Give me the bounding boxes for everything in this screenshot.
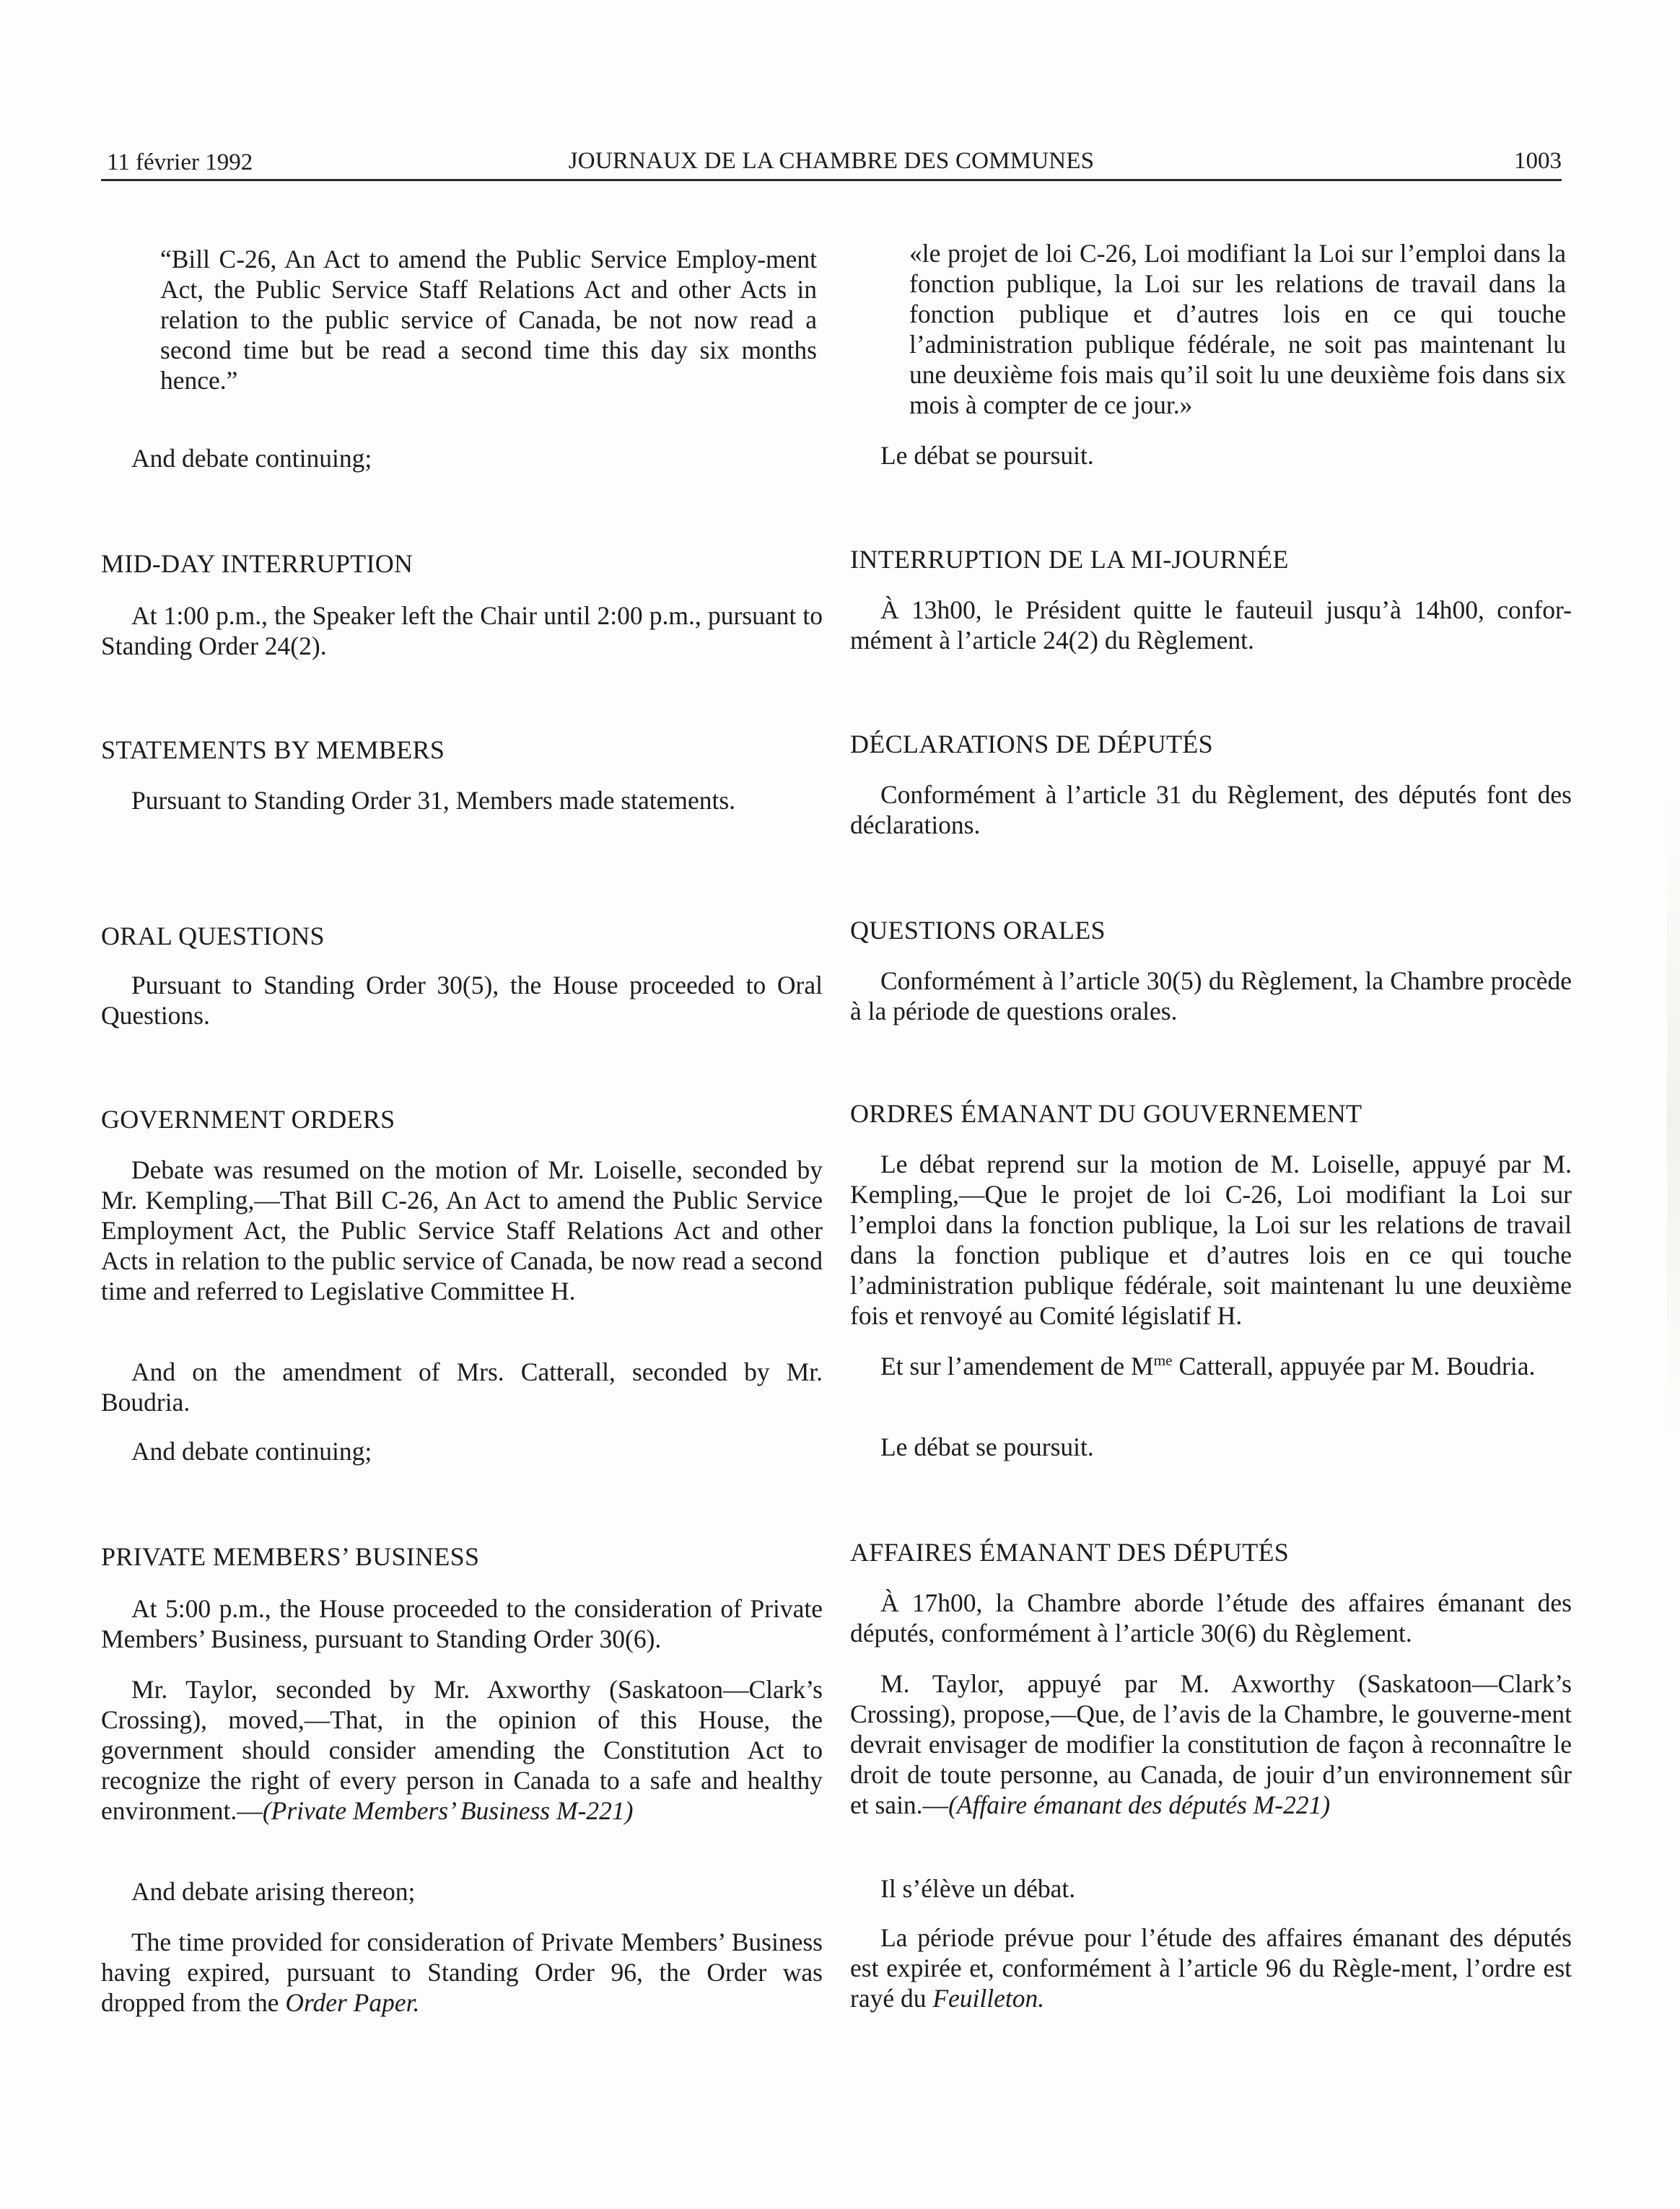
midday-text-fr: À 13h00, le Président quitte le fauteuil jusqu’à 14h00, confor-mément à l’article 24(2) du Règlement. (850, 595, 1572, 655)
time-expired-en (101, 1927, 823, 2018)
private-members-heading-fr: AFFAIRES ÉMANANT DES DÉPUTÉS (850, 1538, 1290, 1567)
debate-continuing-2-fr: Le débat se poursuit. (880, 1432, 1094, 1461)
time-expired-text-en: The time provided for consideration of Private Members’ Business having expired, pursuant to Standing Order 96, the Order was dropped from the (101, 1928, 823, 2017)
taylor-motion-ref-en: (Private Members’ Business M-221) (262, 1796, 634, 1825)
midday-heading-en: MID-DAY INTERRUPTION (101, 549, 414, 578)
debate-continuing-en: And debate continuing; (131, 444, 372, 473)
oral-questions-text-fr: Conformément à l’article 30(5) du Règlement, la Chambre procède à la période de questions orales. (850, 966, 1572, 1025)
amendment-text-fr (850, 1351, 1572, 1381)
oral-questions-text-en: Pursuant to Standing Order 30(5), the House proceeded to Oral Questions. (101, 971, 823, 1030)
government-orders-text-fr: Le débat reprend sur la motion de M. Loiselle, appuyé par M. Kempling,—Que le projet de loi C-26, Loi modifiant la Loi sur l’emploi dans la fonction publique, la Loi sur les relations de travail dans la fonction publique et d’autres lois en ce qui touche l’administration publique fédérale, soit maintenant lu une deuxième fois et renvoyé au Comité législatif H. (850, 1150, 1572, 1330)
midday-text-en: At 1:00 p.m., the Speaker left the Chair until 2:00 p.m., pursuant to Standing Order 24(2). (101, 601, 823, 660)
quoted-amendment-fr: «le projet de loi C-26, Loi modifiant la Loi sur l’emploi dans la fonction publique, la Loi sur les relations de travail dans la fonction publique et d’autres lois en ce qui touche l’administration publique fédérale, ne soit pas maintenant lu une deuxième fois mais qu’il soit lu une deuxième fois dans six mois à compter de ce jour.» (909, 239, 1566, 419)
government-orders-heading-fr: ORDRES ÉMANANT DU GOUVERNEMENT (850, 1099, 1362, 1128)
private-members-text-fr: À 17h00, la Chambre aborde l’étude des affaires émanant des députés, conformément à l’article 30(6) du Règlement. (850, 1588, 1572, 1648)
amendment-post-fr: Catterall, appuyée par M. Boudria. (1172, 1352, 1536, 1381)
running-header (101, 141, 1562, 181)
time-expired-fr (850, 1923, 1572, 2013)
taylor-motion-ref-fr: (Affaire émanant des députés M-221) (948, 1790, 1331, 1819)
statements-heading-fr: DÉCLARATIONS DE DÉPUTÉS (850, 730, 1213, 758)
journal-title: JOURNAUX DE LA CHAMBRE DES COMMUNES (568, 148, 1095, 174)
statements-heading-en: STATEMENTS BY MEMBERS (101, 735, 445, 764)
taylor-motion-fr (850, 1668, 1572, 1820)
taylor-motion-text-en: Mr. Taylor, seconded by Mr. Axworthy (Saskatoon—Clark’s Crossing), moved,—That, in the opinion of this House, the government should consider amending the Constitution Act to recognize the right of every person in Canada to a safe and healthy environment.— (101, 1675, 823, 1825)
debate-continuing-fr: Le débat se poursuit. (880, 441, 1094, 470)
debate-arising-en: And debate arising thereon; (131, 1877, 416, 1906)
government-orders-heading-en: GOVERNMENT ORDERS (101, 1105, 395, 1134)
oral-questions-heading-en: ORAL QUESTIONS (101, 922, 325, 950)
page-number: 1003 (1514, 148, 1562, 174)
statements-text-en: Pursuant to Standing Order 31, Members made statements. (131, 786, 736, 815)
private-members-text-en: At 5:00 p.m., the House proceeded to the consideration of Private Members’ Business, pursuant to Standing Order 30(6). (101, 1594, 823, 1653)
amendment-sup-fr: me (1153, 1352, 1173, 1370)
debate-arising-fr: Il s’élève un débat. (880, 1874, 1076, 1903)
header-date: 11 février 1992 (107, 149, 253, 175)
order-paper-en: Order Paper. (285, 1988, 420, 2017)
feuilleton-fr: Feuilleton. (932, 1984, 1045, 2013)
time-expired-text-fr: La période prévue pour l’étude des affaires émanant des députés est expirée et, conformément à l’article 96 du Règle-ment, l’ordre est rayé du (850, 1923, 1572, 2013)
government-orders-text-en: Debate was resumed on the motion of Mr. Loiselle, seconded by Mr. Kempling,—That Bill C-26, An Act to amend the Public Service Employment Act, the Public Service Staff Relations Act and other Acts in relation to the public service of Canada, be now read a second time and referred to Legislative Committee H. (101, 1155, 823, 1305)
amendment-pre-fr: Et sur l’amendement de M (880, 1352, 1154, 1381)
taylor-motion-text-fr: M. Taylor, appuyé par M. Axworthy (Saskatoon—Clark’s Crossing), propose,—Que, de l’avis de la Chambre, le gouverne-ment devrait envisager de modifier la constitution de façon à reconnaître le droit de toute personne, au Canada, de jouir d’un environnement sûr et sain.— (850, 1669, 1572, 1819)
statements-text-fr: Conformément à l’article 31 du Règlement, des députés font des déclarations. (850, 780, 1572, 839)
midday-heading-fr: INTERRUPTION DE LA MI-JOURNÉE (850, 545, 1289, 574)
scan-edge-shading (1667, 794, 1680, 1443)
quoted-amendment-en: “Bill C-26, An Act to amend the Public Service Employ-ment Act, the Public Service Staff Relations Act and other Acts in relation to the public service of Canada, be not now read a second time but be read a second time this day six months hence.” (160, 245, 817, 395)
oral-questions-heading-fr: QUESTIONS ORALES (850, 916, 1106, 945)
amendment-text-en: And on the amendment of Mrs. Catterall, seconded by Mr. Boudria. (101, 1357, 823, 1417)
debate-continuing-2-en: And debate continuing; (131, 1437, 372, 1466)
private-members-heading-en: PRIVATE MEMBERS’ BUSINESS (101, 1542, 480, 1571)
taylor-motion-en (101, 1674, 823, 1826)
